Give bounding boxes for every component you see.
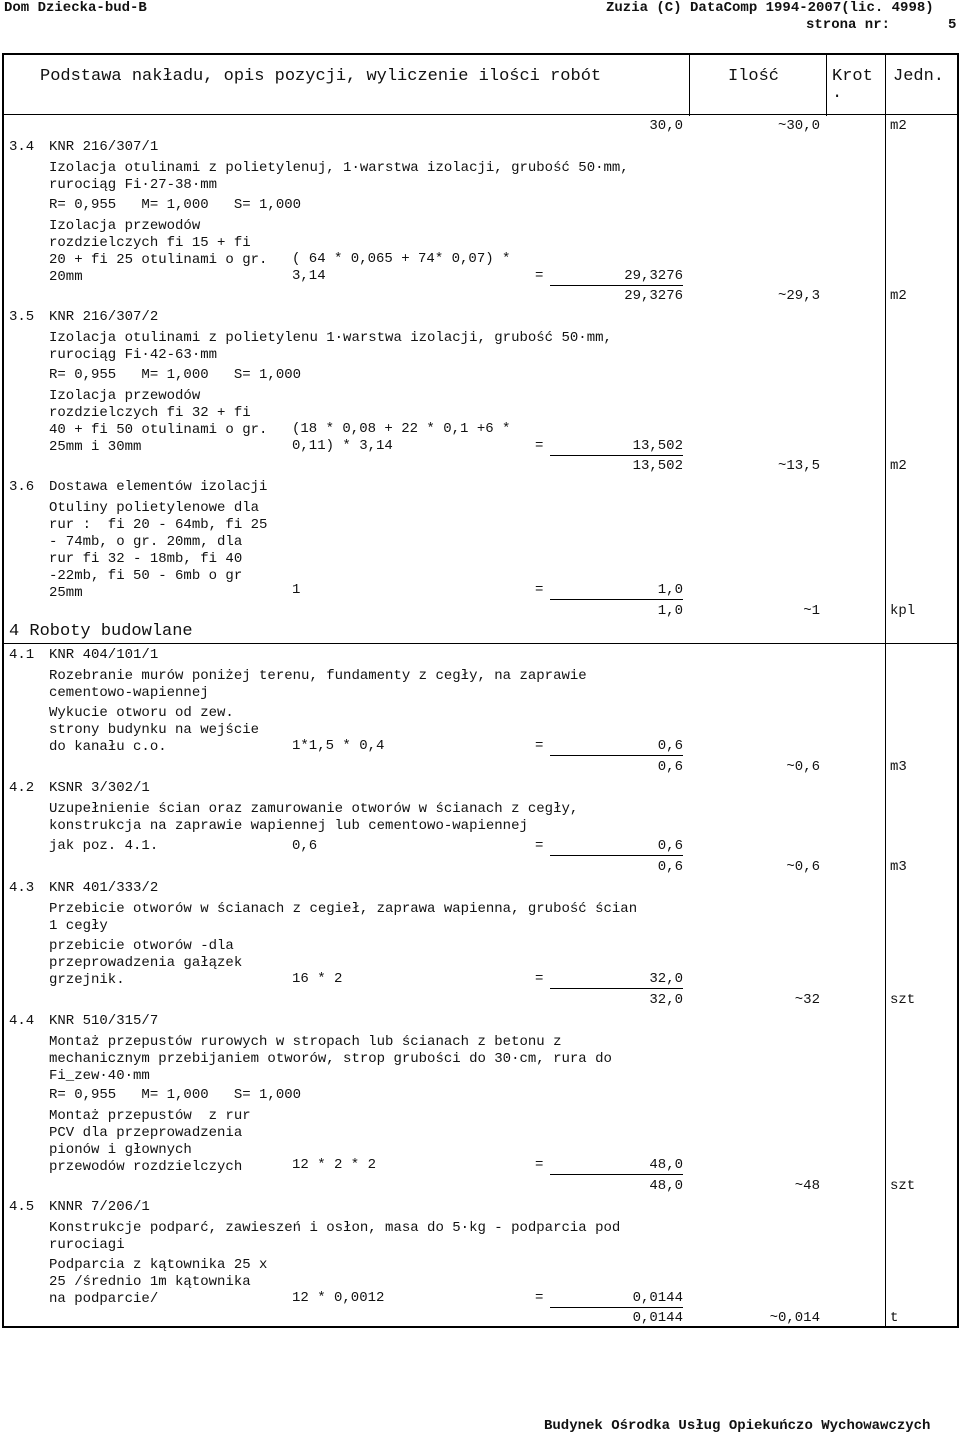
row-total-unit: szt <box>890 1178 916 1194</box>
row-total-unit: t <box>890 1310 899 1326</box>
row-total-unit: m2 <box>890 288 907 304</box>
col-head-quantity: Ilość <box>728 67 780 86</box>
divider-unit <box>885 55 886 1326</box>
position-text: R= 0,955 M= 1,000 S= 1,000 <box>49 1087 302 1103</box>
position-number: 4.2 <box>9 780 35 796</box>
calc-result: 0,6 <box>550 738 683 756</box>
footer-text: Budynek Ośrodka Usług Opiekuńczo Wychowawczych <box>544 1418 931 1434</box>
calc-expression: ( 64 * 0,065 + 74* 0,07) * 3,14 <box>292 251 511 284</box>
row-total-quantity: 0,6 <box>657 759 683 775</box>
calc-expression: 0,6 <box>292 838 318 854</box>
position-number: 3.5 <box>9 309 35 325</box>
row-total-quantity: 32,0 <box>649 992 683 1008</box>
row-total-quantity: 13,502 <box>632 458 683 474</box>
row-total-unit: m3 <box>890 859 907 875</box>
position-number: 3.4 <box>9 139 35 155</box>
row-total-multiplier: ~1 <box>803 603 820 619</box>
row-total-quantity: 1,0 <box>657 603 683 619</box>
calc-equals: = <box>535 582 544 598</box>
header-software: Zuzia (C) DataComp 1994-2007(lic. 4998) <box>606 0 934 16</box>
position-text: Izolacja otulinami z polietylenuj, 1·warstwa izolacji, grubość 50·mm, rurociąg Fi·27-38·mm <box>49 160 629 193</box>
calc-result: 29,3276 <box>550 268 683 286</box>
row-total-multiplier: ~32 <box>794 992 820 1008</box>
row-total-quantity: 0,6 <box>657 859 683 875</box>
calc-equals: = <box>535 1157 544 1173</box>
calc-result: 0,6 <box>550 838 683 856</box>
position-text: KNR 216/307/2 <box>49 309 159 325</box>
calc-equals: = <box>535 438 544 454</box>
position-text: Podparcia z kątownika 25 x 25 /średnio 1m kątownika na podparcie/ <box>49 1257 268 1307</box>
row-total-multiplier: ~29,3 <box>777 288 820 304</box>
position-number: 3.6 <box>9 479 35 495</box>
position-text: KNR 401/333/2 <box>49 880 159 896</box>
row-total-multiplier: ~0,014 <box>769 1310 820 1326</box>
row-total-unit: m2 <box>890 118 907 134</box>
position-text: przebicie otworów -dla przeprowadzenia gałązek grzejnik. <box>49 938 243 988</box>
calc-result: 0,0144 <box>550 1290 683 1308</box>
position-text: KNR 510/315/7 <box>49 1013 159 1029</box>
calc-equals: = <box>535 738 544 754</box>
page-number: 5 <box>948 17 957 33</box>
section-divider <box>2 643 959 644</box>
position-text: Uzupełnienie ścian oraz zamurowanie otworów w ścianach z cegły, konstrukcja na zaprawie wapiennej lub cementowo-wapiennej <box>49 801 579 834</box>
header-row-divider <box>2 114 959 115</box>
col-head-unit: Jedn. <box>893 67 945 86</box>
calc-expression: 1*1,5 * 0,4 <box>292 738 385 754</box>
row-total-quantity: 30,0 <box>649 118 683 134</box>
row-total-multiplier: ~30,0 <box>777 118 820 134</box>
calc-equals: = <box>535 971 544 987</box>
position-text: Izolacja otulinami z polietylenu 1·warstwa izolacji, grubość 50·mm, rurociąg Fi·42-63·mm <box>49 330 612 363</box>
position-text: KNR 216/307/1 <box>49 139 159 155</box>
header-title: Dom Dziecka-bud-B <box>4 0 147 16</box>
position-text: Dostawa elementów izolacji <box>49 479 268 495</box>
calc-expression: (18 * 0,08 + 22 * 0,1 +6 * 0,11) * 3,14 <box>292 421 511 454</box>
position-text: KNNR 7/206/1 <box>49 1199 150 1215</box>
calc-result: 32,0 <box>550 971 683 989</box>
col-head-description: Podstawa nakładu, opis pozycji, wyliczenie ilości robót <box>40 67 602 86</box>
position-text: KNR 404/101/1 <box>49 647 159 663</box>
row-total-quantity: 29,3276 <box>624 288 683 304</box>
position-number: 4.4 <box>9 1013 35 1029</box>
position-number: 4.5 <box>9 1199 35 1215</box>
position-text: Konstrukcje podparć, zawieszeń i osłon, masa do 5·kg - podparcia pod rurociagi <box>49 1220 621 1253</box>
calc-equals: = <box>535 1290 544 1306</box>
row-total-unit: kpl <box>890 603 916 619</box>
position-number: 4.3 <box>9 880 35 896</box>
divider-qty <box>689 55 690 116</box>
row-total-unit: m2 <box>890 458 907 474</box>
position-text: Otuliny polietylenowe dla rur : fi 20 - 64mb, fi 25 - 74mb, o gr. 20mm, dla rur fi 32 - 18mb, fi 40 -22mb, fi 50 - 6mb o gr 25mm <box>49 500 268 601</box>
position-text: Montaż przepustów rurowych w stropach lub ścianach z betonu z mechanicznym przebijaniem otworów, strop grubości do 30·cm, rura do Fi_zew·40·mm <box>49 1034 612 1084</box>
position-text: Montaż przepustów z rur PCV dla przeprowadzenia pionów i głownych przewodów rozdzielczych <box>49 1108 251 1175</box>
row-total-quantity: 0,0144 <box>632 1310 683 1326</box>
calc-expression: 12 * 2 * 2 <box>292 1157 377 1173</box>
position-text: jak poz. 4.1. <box>49 838 159 854</box>
position-number: 4.1 <box>9 647 35 663</box>
position-text: R= 0,955 M= 1,000 S= 1,000 <box>49 197 302 213</box>
calc-expression: 12 * 0,0012 <box>292 1290 385 1306</box>
page-label: strona nr: <box>806 17 891 33</box>
row-total-multiplier: ~13,5 <box>777 458 820 474</box>
row-total-multiplier: ~0,6 <box>786 859 820 875</box>
divider-krot <box>826 55 827 116</box>
row-total-multiplier: ~0,6 <box>786 759 820 775</box>
calc-expression: 16 * 2 <box>292 971 343 987</box>
position-text: Wykucie otworu od zew. strony budynku na wejście do kanału c.o. <box>49 705 260 755</box>
calc-result: 1,0 <box>550 582 683 600</box>
calc-result: 48,0 <box>550 1157 683 1175</box>
position-text: Przebicie otworów w ścianach z cegieł, zaprawa wapienna, grubość ścian 1 cegły <box>49 901 638 934</box>
row-total-unit: szt <box>890 992 916 1008</box>
position-text: Izolacja przewodów rozdzielczych fi 15 + fi 20 + fi 25 otulinami o gr. 20mm <box>49 218 268 285</box>
calc-equals: = <box>535 838 544 854</box>
position-text: Izolacja przewodów rozdzielczych fi 32 + fi 40 + fi 50 otulinami o gr. 25mm i 30mm <box>49 388 268 455</box>
calc-equals: = <box>535 268 544 284</box>
position-text: Rozebranie murów poniżej terenu, fundamenty z cegły, na zaprawie cementowo-wapiennej <box>49 668 587 701</box>
position-text: R= 0,955 M= 1,000 S= 1,000 <box>49 367 302 383</box>
col-head-multiplier: Krot . <box>832 67 873 103</box>
row-total-multiplier: ~48 <box>794 1178 820 1194</box>
calc-expression: 1 <box>292 582 301 598</box>
row-total-unit: m3 <box>890 759 907 775</box>
section-heading: 4 Roboty budowlane <box>9 622 193 641</box>
calc-result: 13,502 <box>550 438 683 456</box>
position-text: KSNR 3/302/1 <box>49 780 150 796</box>
row-total-quantity: 48,0 <box>649 1178 683 1194</box>
